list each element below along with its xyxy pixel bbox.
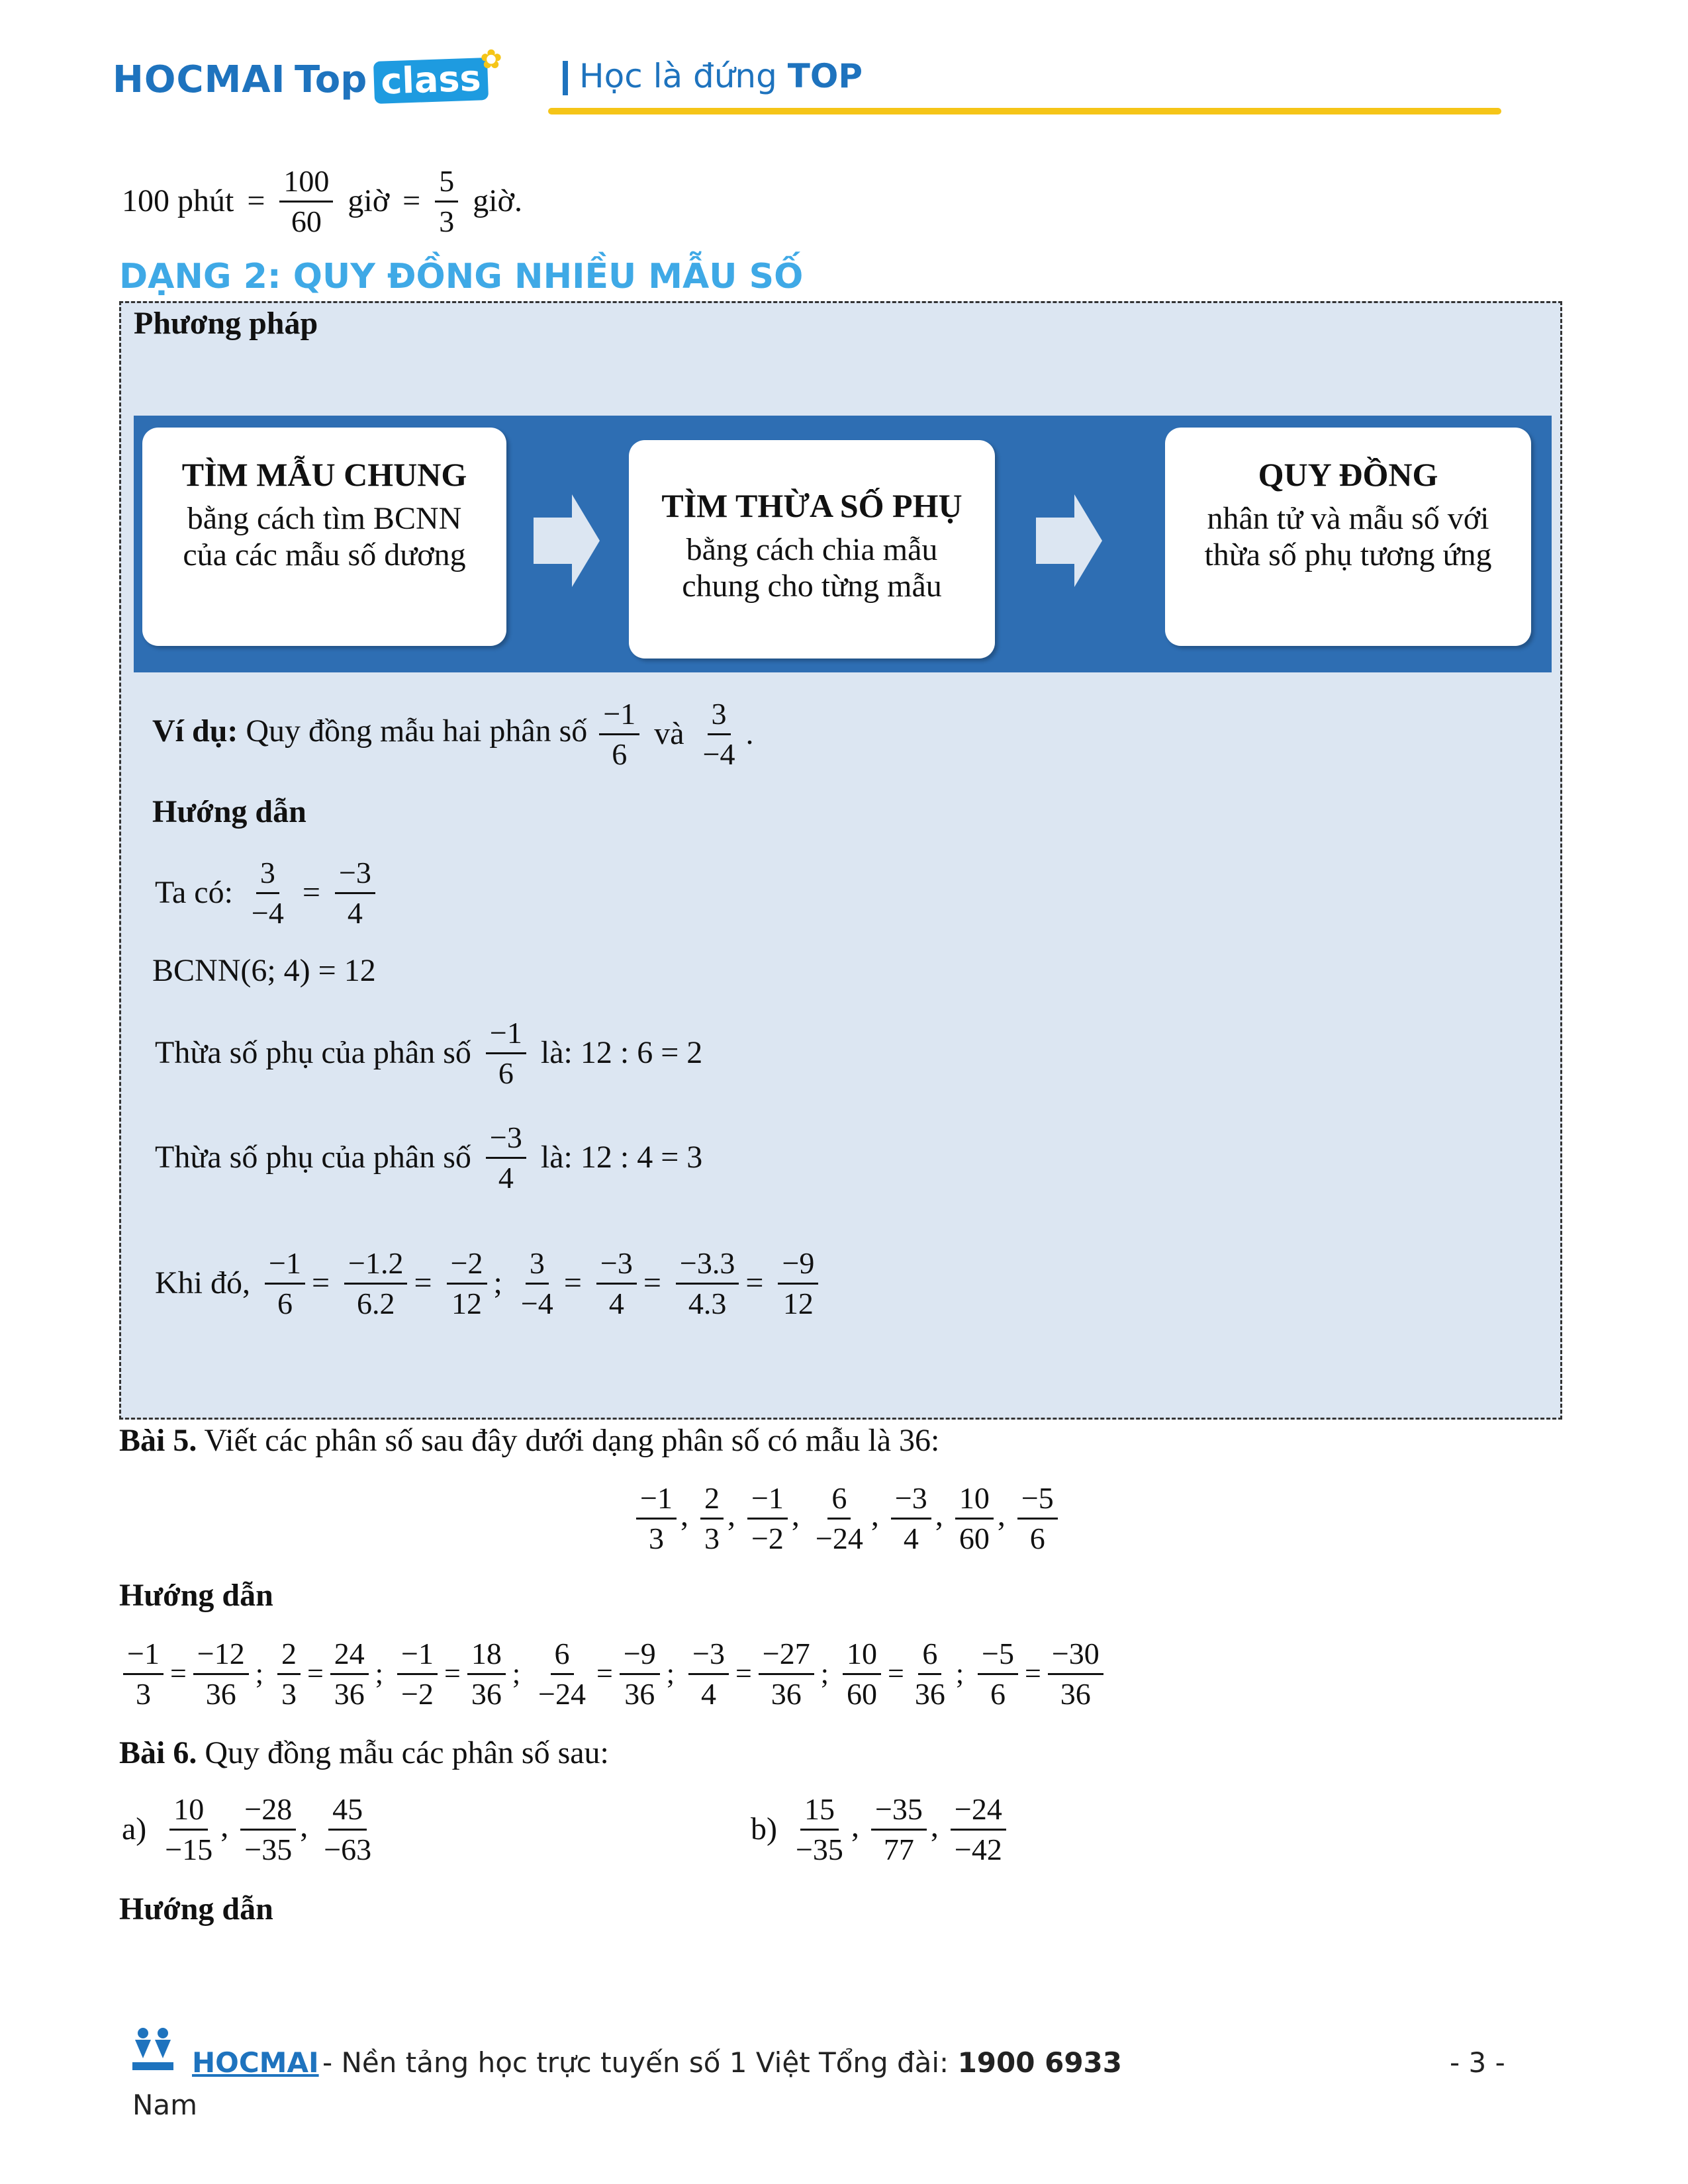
method-label: Phương pháp: [134, 306, 318, 341]
header-underline: [548, 108, 1501, 114]
slogan: Học là đứng TOP: [579, 57, 863, 95]
bai5-fractions: $\frac{-1}{3}$ , $\frac{2}{3}$ , $\frac{-1}{-2}$ , $\frac{6}{-24}$ , $\frac{-3}{4}$ , $\frac{10}{60}$ , $\frac{-5}{6}$: [632, 1479, 1062, 1557]
arrow-right-icon: [1036, 491, 1105, 590]
tsp-line-2: Thừa số phụ của phân số $\frac{-3}{4}$ là: 12 : 4 = 3: [152, 1118, 705, 1197]
tsp-line-1: Thừa số phụ của phân số $\frac{-1}{6}$ là: 12 : 6 = 2: [152, 1014, 705, 1092]
ta-co-line: Ta có: $\frac{3}{-4}$ = $\frac{-3}{4}$: [152, 854, 379, 932]
section-title: DẠNG 2: QUY ĐỒNG NHIỀU MẪU SỐ: [119, 257, 804, 296]
footer-continuation: Nam: [132, 2089, 198, 2121]
bai5-answers: $\frac{-1}{3}$ = $\frac{-12}{36}$ ; $\frac{2}{3}$ = $\frac{24}{36}$ ; $\frac{-1}{-2}$ = $\frac{18}{36}$ ; $\frac{6}{-24}$ = $\frac{-9}{36}$ ; $\frac{-3}{4}$ = $\frac{-27}{36}$ ; $\frac{10}{60}$ = $\frac{6}{36}$ ; $\frac{-5}{6}$ = $\frac{-30}{36}$: [119, 1635, 1107, 1713]
bai6-guide-label: Hướng dẫn: [119, 1891, 273, 1927]
logo-hocmai: HOCMAI: [113, 58, 286, 101]
guide-label: Hướng dẫn: [152, 794, 306, 829]
arrow-right-icon: [534, 491, 603, 590]
step-2: TÌM THỪA SỐ PHỤ bằng cách chia mẫu chung cho từng mẫu: [629, 440, 995, 659]
page-number: - 3 -: [1450, 2046, 1505, 2079]
slogan-divider: [563, 61, 568, 95]
bai5-heading: Bài 5. Viết các phân số sau đây dưới dạng phân số có mẫu là 36:: [119, 1423, 940, 1458]
khi-do-line: Khi đó, $\frac{-1}{6}$ = $\frac{-1.2}{6.2}$ = $\frac{-2}{12}$ ; $\frac{3}{-4}$ = $\frac{-3}{4}$ = $\frac{-3.3}{4.3}$ = $\frac{-9}{12}$: [152, 1244, 822, 1322]
bai6-part-b: b) $\frac{15}{-35}$ , $\frac{-35}{77}$ , $\frac{-24}{-42}$: [748, 1790, 1010, 1868]
bai6-part-a: a) $\frac{10}{-15}$ , $\frac{-28}{-35}$ , $\frac{45}{-63}$: [119, 1790, 379, 1868]
bai5-guide-label: Hướng dẫn: [119, 1578, 273, 1613]
bai6-heading: Bài 6. Quy đồng mẫu các phân số sau:: [119, 1735, 609, 1770]
logo-top: Top: [295, 58, 367, 101]
footer-hocmai-link[interactable]: HOCMAI: [192, 2046, 319, 2079]
hocmai-footer-logo-icon: [130, 2025, 176, 2073]
footer-text: - Nền tảng học trực tuyến số 1 Việt Tổng đài: 1900 6933: [322, 2046, 1122, 2079]
logo-class: class: [373, 58, 489, 104]
intro-equation: 100 phút = $\frac{100}{60}$ giờ = $\frac{5}{3}$ giờ.: [119, 162, 525, 240]
example-line: Ví dụ: Quy đồng mẫu hai phân số $\frac{-1}{6}$ và $\frac{3}{-4}$ .: [152, 695, 757, 773]
bcnn-line: BCNN(6; 4) = 12: [152, 953, 376, 988]
step-3: QUY ĐỒNG nhân tử và mẫu số với thừa số phụ tương ứng: [1165, 428, 1531, 646]
step-1: TÌM MẪU CHUNG bằng cách tìm BCNN của các mẫu số dương: [142, 428, 506, 646]
star-icon: ✿: [480, 44, 502, 74]
